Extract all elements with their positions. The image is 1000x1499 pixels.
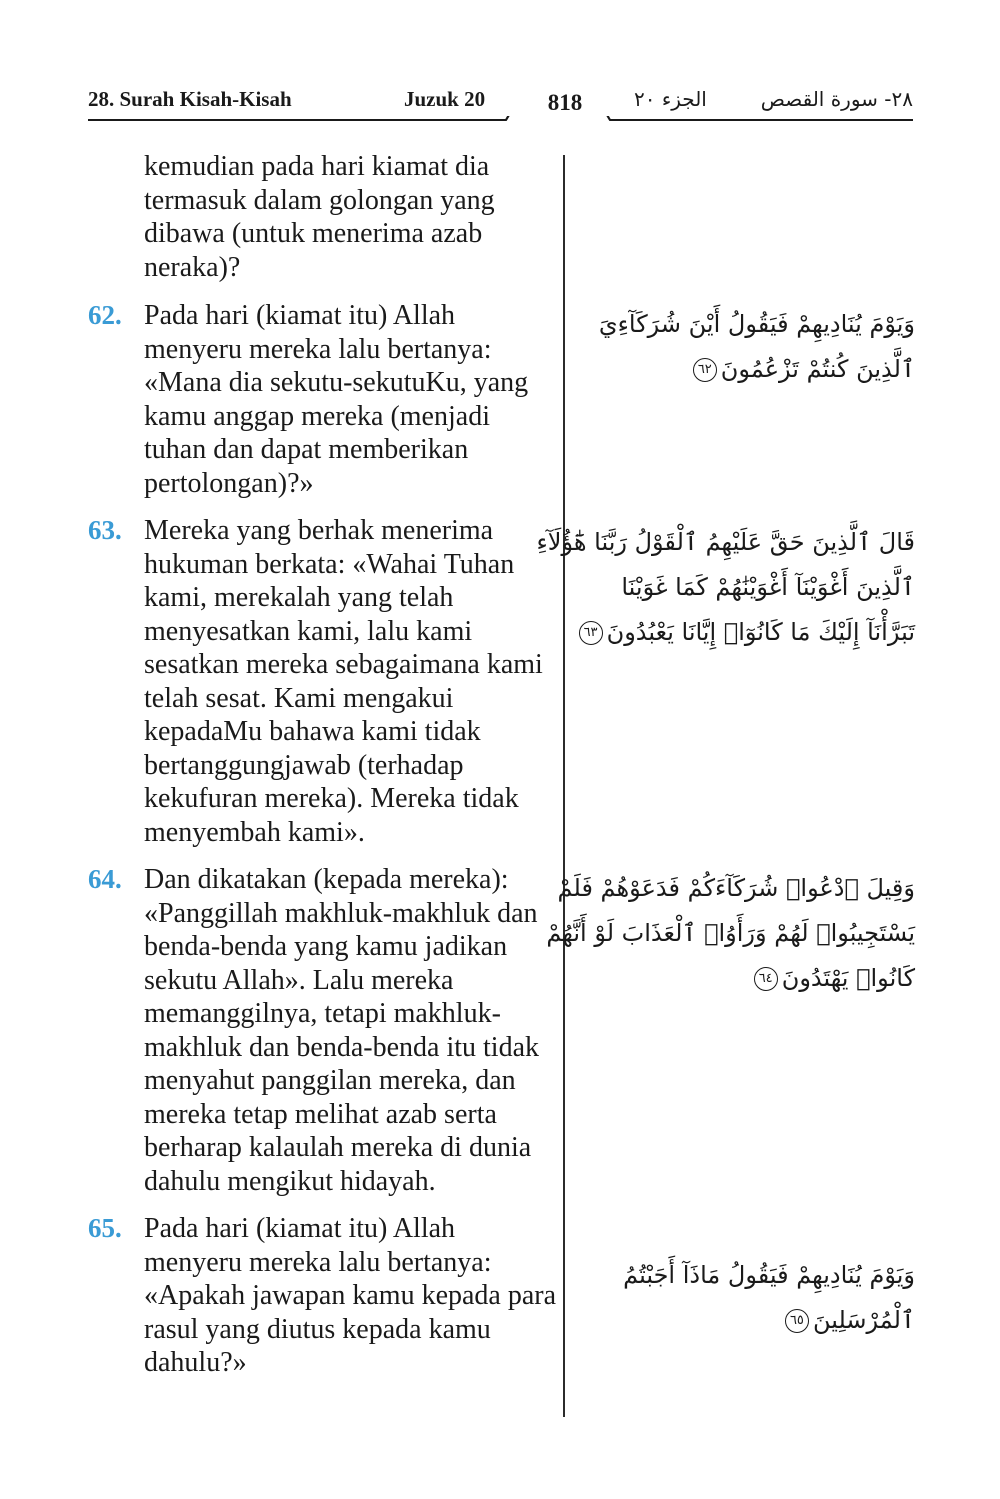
verse-translation: Pada hari (kiamat itu) Allah menyeru mereka lalu bertanya: «Mana dia sekutu-sekutuKu, yang kamu anggap mereka (menjadi tuhan dan dapat memberikan pertolongan)?» xyxy=(144,300,529,499)
arabic-line-text: تَبَرَّأْنَآ إِلَيْكَ مَا كَانُوٓا۟ إِيَّانَا يَعْبُدُونَ xyxy=(606,618,915,646)
arabic-line: وَقِيلَ ٱدْعُوا۟ شُرَكَآءَكُمْ فَدَعَوْهُمْ فَلَمْ xyxy=(557,874,915,902)
verse-translation: Pada hari (kiamat itu) Allah menyeru mereka lalu bertanya: «Apakah jawapan kamu kepada para rasul yang diutus kepada kamu dahulu?» xyxy=(144,1213,557,1378)
page-header xyxy=(88,84,913,124)
verse-63 xyxy=(88,514,558,849)
arabic-verse-62 xyxy=(580,302,915,392)
header-rule xyxy=(88,116,913,124)
verse-translation: Mereka yang berhak menerima hukuman berkata: «Wahai Tuhan kami, merekalah yang telah menyesatkan kami, lalu kami sesatkan mereka sebagaimana kami telah sesat. Kami mengakui kepadaMu bahawa kami tidak bertanggungjawab (terhadap kekufuran mereka). Mereka tidak menyembah kami». xyxy=(144,515,543,848)
verse-64 xyxy=(88,863,558,1198)
arabic-line-text: كَانُوا۟ يَهْتَدُونَ xyxy=(781,964,915,992)
arabic-line: قَالَ ٱلَّذِينَ حَقَّ عَلَيْهِمُ ٱلْقَوْلُ رَبَّنَا هَٰٓؤُلَآءِ xyxy=(536,528,915,556)
arabic-line: وَيَوْمَ يُنَادِيهِمْ فَيَقُولُ أَيْنَ شُرَكَآءِيَ xyxy=(598,310,915,338)
translation-column xyxy=(88,150,558,1394)
arabic-line xyxy=(580,347,915,392)
arabic-line-text: ٱلَّذِينَ كُنتُمْ تَزْعُمُونَ xyxy=(720,355,915,383)
arabic-line-text: ٱلْمُرْسَلِينَ xyxy=(812,1306,915,1334)
verse-number: 62. xyxy=(88,300,122,330)
page-number: 818 xyxy=(547,90,583,115)
arabic-line: وَيَوْمَ يُنَادِيهِمْ فَيَقُولُ مَاذَآ أَجَبْتُمُ xyxy=(623,1261,915,1289)
arabic-verse-65 xyxy=(580,1253,915,1343)
arabic-line: يَسْتَجِيبُوا۟ لَهُمْ وَرَأَوُا۟ ٱلْعَذَابَ لَوْ أَنَّهُمْ xyxy=(546,919,915,947)
verse-65 xyxy=(88,1212,558,1380)
surah-title-arabic: ٢٨- سورة القصص xyxy=(760,87,913,111)
ayah-marker: ٦٥ xyxy=(785,1309,809,1333)
verse-number: 65. xyxy=(88,1213,122,1243)
verse-number: 64. xyxy=(88,864,122,894)
arabic-line xyxy=(580,956,915,1001)
verse-62 xyxy=(88,299,558,500)
continuation-paragraph xyxy=(88,150,558,284)
column-divider xyxy=(563,155,565,1417)
ayah-marker: ٦٢ xyxy=(693,358,717,382)
ayah-marker: ٦٣ xyxy=(579,621,603,645)
continuation-text: kemudian pada hari kiamat dia termasuk dalam golongan yang dibawa (untuk menerima azab neraka)? xyxy=(144,151,495,283)
verse-translation: Dan dikatakan (kepada mereka): «Panggillah makhluk-makhluk dan benda-benda yang kamu jadikan sekutu Allah». Lalu mereka memanggilnya, tetapi makhluk-makhluk dan benda-benda itu tidak menyahut panggilan mereka, dan mereka tetap melihat azab serta berharap kalaulah mereka di dunia dahulu mengikut hidayah. xyxy=(144,864,539,1197)
ayah-marker: ٦٤ xyxy=(754,967,778,991)
arabic-verse-63 xyxy=(536,520,915,655)
arabic-line xyxy=(580,1298,915,1343)
juzuk-label: Juzuk 20 xyxy=(404,87,486,111)
arabic-verse-64 xyxy=(546,866,915,1001)
juz-label-arabic: الجزء ٢٠ xyxy=(634,87,707,111)
arabic-line xyxy=(580,610,915,655)
verse-number: 63. xyxy=(88,515,122,545)
surah-title-latin: 28. Surah Kisah-Kisah xyxy=(88,87,292,111)
arabic-line: ٱلَّذِينَ أَغْوَيْنَآ أَغْوَيْنَٰهُمْ كَمَا غَوَيْنَا xyxy=(621,573,915,601)
